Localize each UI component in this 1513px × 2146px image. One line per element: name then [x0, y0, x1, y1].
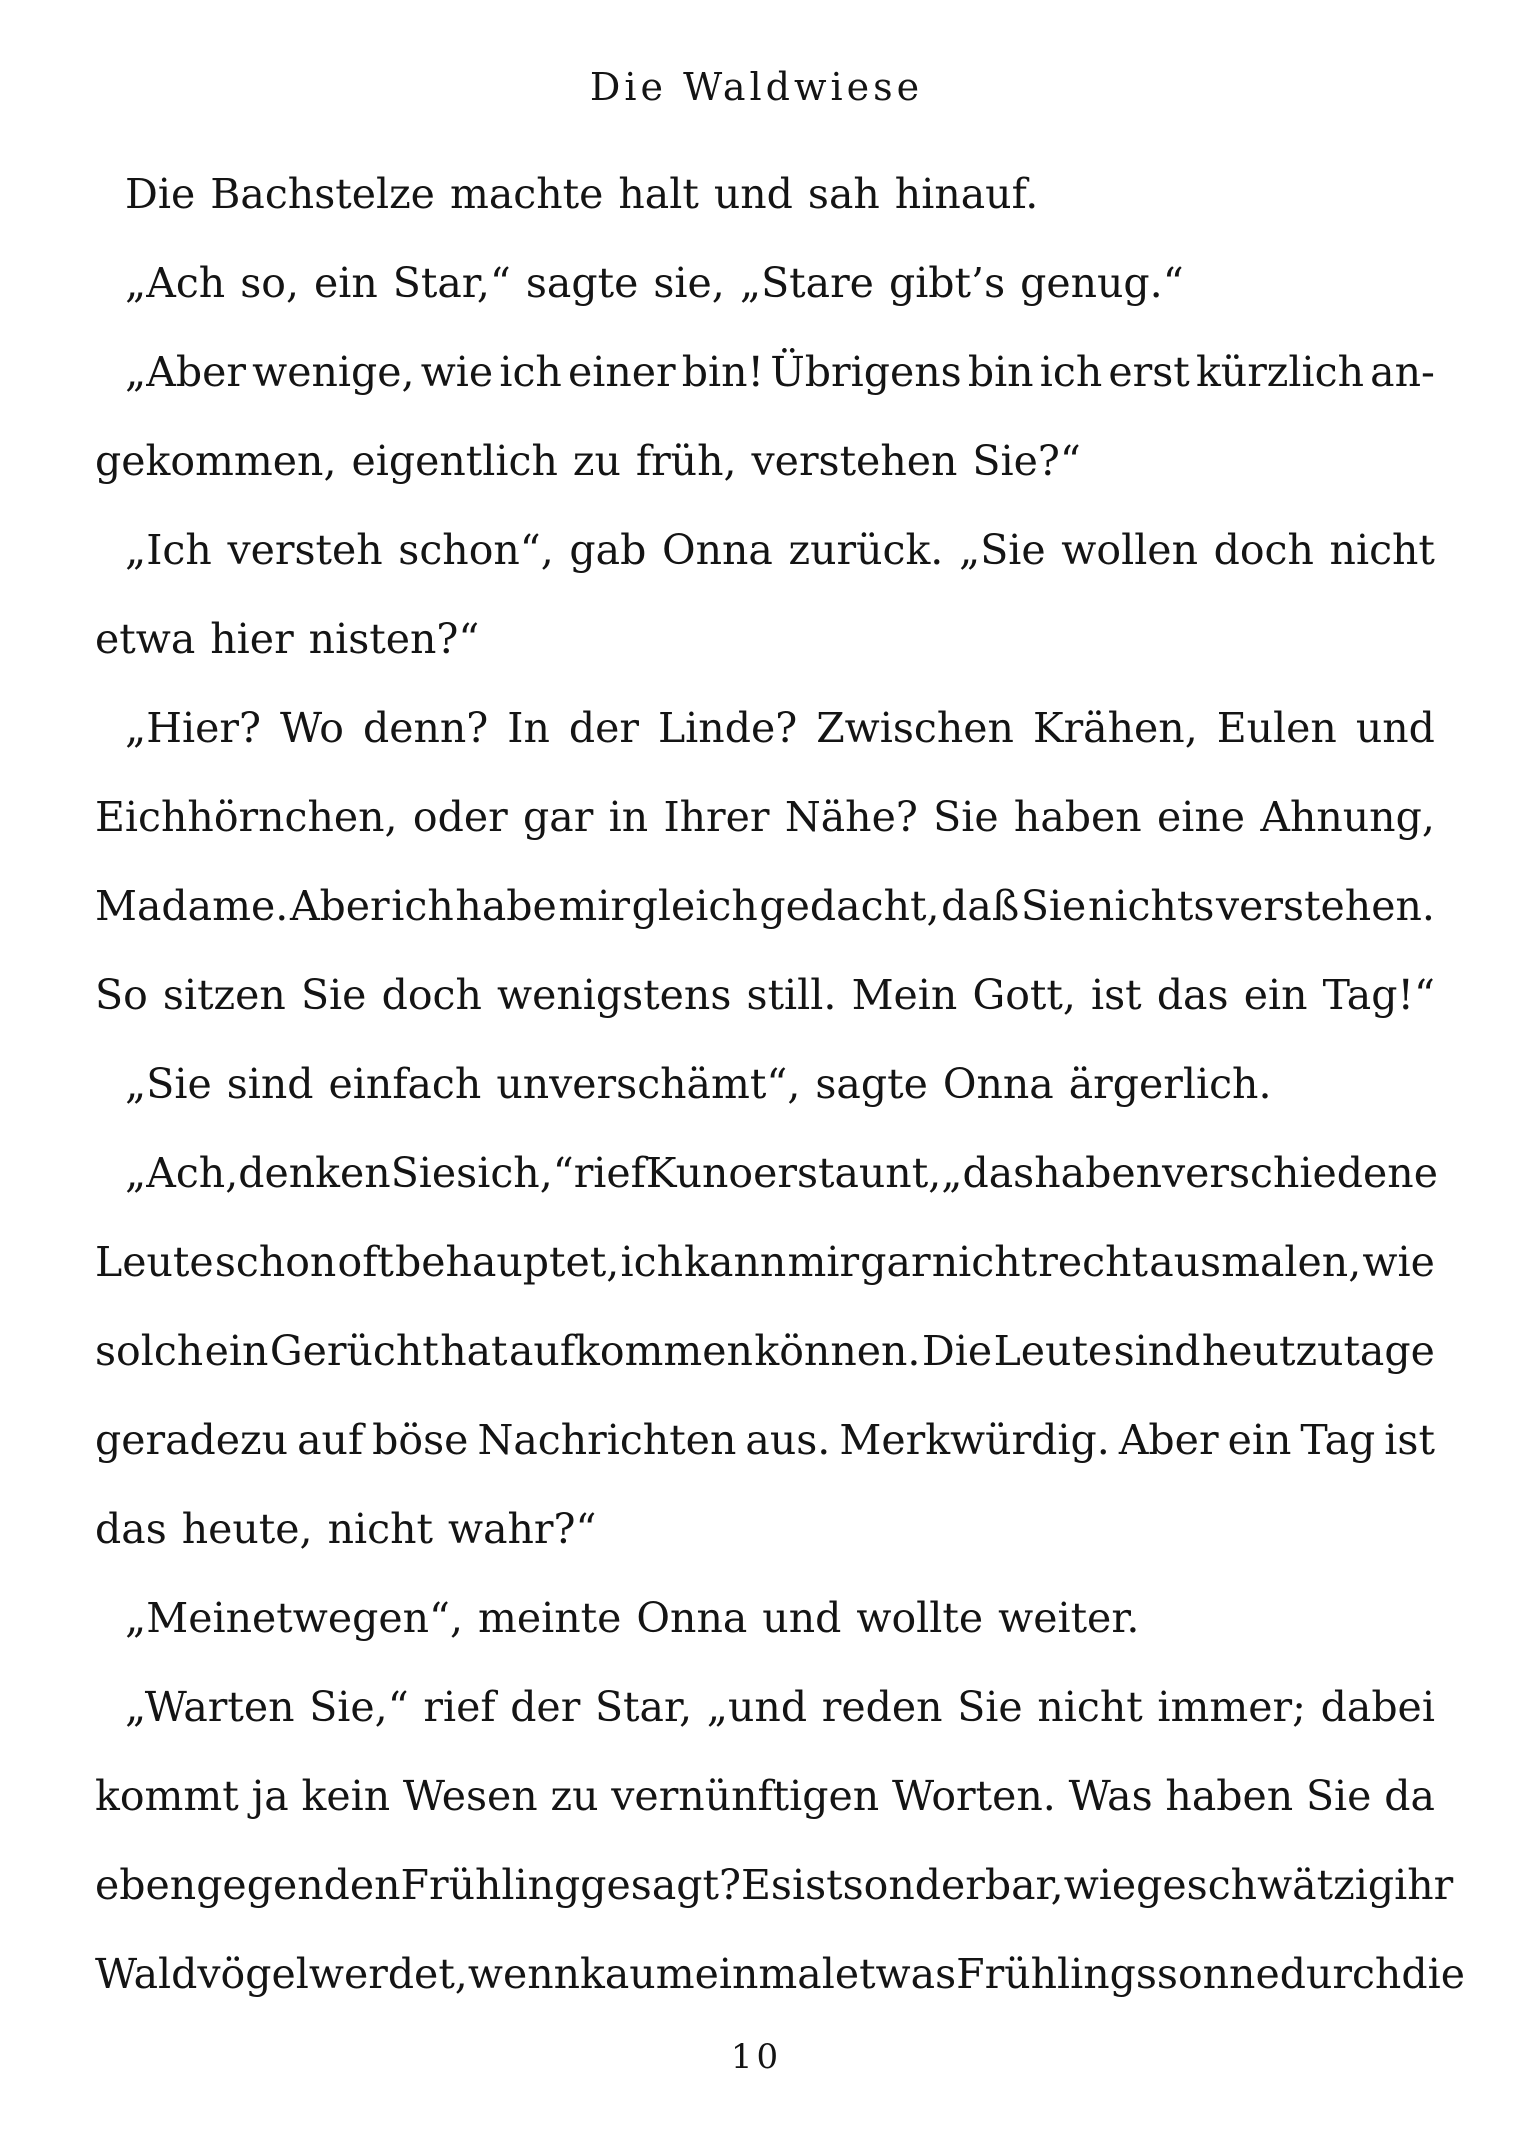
- word: ausmalen,: [1149, 1238, 1362, 1286]
- word: kann: [684, 1238, 787, 1286]
- word: wie: [1063, 1861, 1137, 1909]
- word: Kuno: [645, 1149, 754, 1197]
- word: nicht: [1037, 1683, 1143, 1731]
- word: ist: [1091, 971, 1142, 1019]
- word: Bachstelze: [210, 170, 435, 218]
- word: kürzlich: [1195, 348, 1364, 396]
- text-line: [95, 417, 1435, 506]
- word: doch: [381, 971, 482, 1019]
- text-line: [95, 506, 1435, 595]
- word: etwa: [95, 615, 196, 663]
- word: wahr?“: [447, 1505, 597, 1553]
- word: sagte: [815, 1060, 928, 1108]
- word: wie: [420, 348, 494, 396]
- word: eine: [1157, 793, 1246, 841]
- word: oder: [412, 793, 508, 841]
- word: wenigstens: [497, 971, 732, 1019]
- word: gedacht,: [759, 882, 940, 930]
- word: Sie: [1020, 882, 1087, 930]
- word: Aber: [289, 882, 390, 930]
- text-line: [95, 1485, 1435, 1574]
- word: Krähen,: [1032, 704, 1198, 752]
- word: unverschämt“,: [496, 1060, 801, 1108]
- word: wollte: [856, 1594, 984, 1642]
- word: Wo: [279, 704, 344, 752]
- word: Sie: [300, 971, 367, 1019]
- word: das: [95, 1505, 167, 1553]
- word: geschwätzig: [1136, 1861, 1395, 1909]
- text-line: [95, 1930, 1465, 2019]
- word: Tag!“: [1322, 971, 1435, 1019]
- word: wenn: [467, 1950, 581, 1998]
- word: wenige,: [252, 348, 415, 396]
- word: Merkwürdig.: [839, 1416, 1110, 1464]
- word: Ihrer: [663, 793, 770, 841]
- word: Ahnung,: [1260, 793, 1435, 841]
- word: erst: [1108, 348, 1190, 396]
- word: mir: [558, 882, 631, 930]
- text-line: [95, 1752, 1435, 1841]
- word: „Warten: [125, 1683, 295, 1731]
- word: Sie,“: [309, 1683, 409, 1731]
- word: Übrigens: [770, 348, 962, 396]
- word: Mein: [851, 971, 958, 1019]
- word: zu: [550, 1772, 599, 1820]
- word: „das: [941, 1149, 1035, 1197]
- text-line: [95, 239, 1435, 328]
- word: heute,: [181, 1505, 313, 1553]
- word: Gerücht: [269, 1327, 439, 1375]
- word: nicht: [1329, 526, 1435, 574]
- word: Was: [1068, 1772, 1153, 1820]
- text-line: [95, 1129, 1438, 1218]
- word: böse: [372, 1416, 469, 1464]
- word: ihr: [1394, 1861, 1454, 1909]
- word: Waldvögel: [95, 1950, 309, 1998]
- word: Leute: [95, 1238, 214, 1286]
- word: nichts: [1087, 882, 1215, 930]
- word: verstehen: [751, 437, 958, 485]
- word: „und: [706, 1683, 808, 1731]
- text-line: [95, 1218, 1435, 1307]
- word: kein: [301, 1772, 391, 1820]
- word: das: [1156, 971, 1229, 1019]
- word: dabei: [1320, 1683, 1435, 1731]
- word: verschiedene: [1161, 1149, 1438, 1197]
- word: Sie: [957, 1683, 1023, 1731]
- word: kaum: [580, 1950, 695, 1998]
- word: denken: [238, 1149, 391, 1197]
- text-line: [95, 1663, 1435, 1752]
- text-line: [95, 150, 1435, 239]
- word: Die: [125, 170, 196, 218]
- word: genug.“: [1020, 259, 1184, 307]
- word: gab: [569, 526, 647, 574]
- word: an-: [1370, 348, 1435, 396]
- word: die: [1401, 1950, 1465, 1998]
- word: Die: [921, 1327, 993, 1375]
- word: heutzutage: [1201, 1327, 1435, 1375]
- word: Wesen: [402, 1772, 538, 1820]
- word: ich: [620, 1238, 683, 1286]
- word: machte: [449, 170, 604, 218]
- word: werdet,: [308, 1950, 468, 1998]
- word: Sie?“: [972, 437, 1081, 485]
- word: Eichhörnchen,: [95, 793, 398, 841]
- word: schon“,: [398, 526, 554, 574]
- text-line: [95, 1307, 1435, 1396]
- word: In: [507, 704, 550, 752]
- word: haben: [1034, 1149, 1162, 1197]
- word: sitzen: [162, 971, 286, 1019]
- word: ein: [313, 259, 378, 307]
- word: „Ach: [125, 259, 226, 307]
- word: „Ich: [125, 526, 212, 574]
- text-line: [95, 1841, 1454, 1930]
- text-line: [95, 862, 1435, 951]
- word: aus.: [745, 1416, 831, 1464]
- word: Worten.: [891, 1772, 1056, 1820]
- word: haben: [1165, 1772, 1294, 1820]
- word: ärgerlich.: [1068, 1060, 1272, 1108]
- word: sah: [807, 170, 880, 218]
- word: Tag: [1300, 1416, 1376, 1464]
- word: einer: [567, 348, 676, 396]
- word: Aber: [1118, 1416, 1219, 1464]
- word: Nachrichten: [477, 1416, 737, 1464]
- word: ich: [391, 882, 454, 930]
- word: Onna: [636, 1594, 748, 1642]
- word: erstaunt,: [753, 1149, 942, 1197]
- word: habe: [455, 882, 557, 930]
- word: sagte: [525, 259, 639, 307]
- word: Star,: [594, 1683, 693, 1731]
- word: nisten?“: [308, 615, 480, 663]
- text-line: [95, 1040, 1435, 1129]
- word: gibt’s: [888, 259, 1006, 307]
- word: kommt: [95, 1772, 239, 1820]
- word: meinte: [478, 1594, 622, 1642]
- word: Gott,: [972, 971, 1076, 1019]
- word: bin: [967, 348, 1034, 396]
- word: rief: [423, 1683, 496, 1731]
- word: eben: [95, 1861, 197, 1909]
- word: und: [713, 170, 793, 218]
- word: und: [1355, 704, 1435, 752]
- word: nicht: [327, 1505, 433, 1553]
- word: gleich: [631, 882, 758, 930]
- word: Sie: [1305, 1772, 1372, 1820]
- word: ist: [1384, 1416, 1435, 1464]
- word: aufkommen: [508, 1327, 753, 1375]
- word: den: [323, 1861, 401, 1909]
- word: auf: [297, 1416, 364, 1464]
- word: gekommen,: [95, 437, 337, 485]
- word: doch: [1213, 526, 1314, 574]
- word: geradezu: [95, 1416, 289, 1464]
- word: Eulen: [1216, 704, 1337, 752]
- text-line: [95, 1574, 1435, 1663]
- word: und: [762, 1594, 842, 1642]
- running-head: Die Waldwiese: [589, 65, 924, 109]
- word: einmal: [694, 1950, 835, 1998]
- word: Star,“: [392, 259, 511, 307]
- word: mir: [787, 1238, 860, 1286]
- text-line: [95, 328, 1435, 417]
- word: sonderbar,: [842, 1861, 1064, 1909]
- word: sind: [226, 1060, 314, 1108]
- word: ein: [204, 1327, 269, 1375]
- text-line: [95, 951, 1435, 1040]
- word: „Sie: [958, 526, 1046, 574]
- word: Nähe?: [784, 793, 918, 841]
- word: wollen: [1061, 526, 1198, 574]
- word: ja: [251, 1772, 289, 1820]
- word: „Stare: [739, 259, 874, 307]
- word: einfach: [328, 1060, 482, 1108]
- word: hier: [210, 615, 294, 663]
- word: sich,“: [456, 1149, 574, 1197]
- word: Sie: [933, 793, 999, 841]
- word: der: [568, 704, 639, 752]
- word: ich: [499, 348, 562, 396]
- text-line: [95, 684, 1435, 773]
- word: daß: [941, 882, 1020, 930]
- word: sie,: [653, 259, 725, 307]
- word: schon: [214, 1238, 337, 1286]
- word: Frühlingssonne: [956, 1950, 1280, 1998]
- word: durch: [1279, 1950, 1402, 1998]
- word: „Ach,: [125, 1149, 239, 1197]
- word: Linde?: [657, 704, 798, 752]
- word: rief: [573, 1149, 646, 1197]
- page-number: 10: [730, 2037, 783, 2077]
- word: der: [510, 1683, 581, 1731]
- word: etwas: [834, 1950, 957, 1998]
- word: früh,: [635, 437, 737, 485]
- word: So: [95, 971, 148, 1019]
- word: solch: [95, 1327, 204, 1375]
- word: gesagt?: [580, 1861, 741, 1909]
- word: bin!: [681, 348, 765, 396]
- word: recht: [1038, 1238, 1149, 1286]
- word: gar: [523, 793, 594, 841]
- word: „Meinetwegen“,: [125, 1594, 464, 1642]
- word: Frühling: [400, 1861, 581, 1909]
- word: still.: [746, 971, 837, 1019]
- word: Es: [741, 1861, 792, 1909]
- word: zu: [572, 437, 621, 485]
- word: „Sie: [125, 1060, 212, 1108]
- word: „Hier?: [125, 704, 261, 752]
- word: weiter.: [998, 1594, 1140, 1642]
- word: ich: [1039, 348, 1103, 396]
- word: wie: [1362, 1238, 1435, 1286]
- text-line: [95, 773, 1435, 862]
- word: oft: [337, 1238, 394, 1286]
- word: da: [1384, 1772, 1435, 1820]
- word: „Aber: [125, 348, 246, 396]
- word: zurück.: [788, 526, 944, 574]
- word: sind: [1113, 1327, 1201, 1375]
- word: Onna: [942, 1060, 1054, 1108]
- word: halt: [618, 170, 699, 218]
- word: reden: [821, 1683, 943, 1731]
- word: ist: [791, 1861, 843, 1909]
- word: Madame.: [95, 882, 289, 930]
- word: ein: [1243, 971, 1308, 1019]
- word: Onna: [661, 526, 773, 574]
- text-line: [95, 1396, 1435, 1485]
- word: denn?: [362, 704, 489, 752]
- word: versteh: [227, 526, 383, 574]
- word: nicht: [931, 1238, 1038, 1286]
- body-text: [95, 150, 1465, 2019]
- word: hinauf.: [894, 170, 1039, 218]
- word: können.: [754, 1327, 921, 1375]
- word: immer;: [1157, 1683, 1306, 1731]
- word: gar: [860, 1238, 931, 1286]
- word: hat: [440, 1327, 508, 1375]
- word: eigentlich: [351, 437, 558, 485]
- word: Leute: [993, 1327, 1113, 1375]
- word: Zwischen: [816, 704, 1014, 752]
- word: haben: [1013, 793, 1142, 841]
- word: behauptet,: [395, 1238, 620, 1286]
- text-line: [95, 595, 1435, 684]
- word: vernünftigen: [611, 1772, 880, 1820]
- word: gegen: [196, 1861, 324, 1909]
- word: ein: [1227, 1416, 1292, 1464]
- word: verstehen.: [1216, 882, 1435, 930]
- word: in: [608, 793, 649, 841]
- word: Sie: [390, 1149, 457, 1197]
- word: so,: [240, 259, 299, 307]
